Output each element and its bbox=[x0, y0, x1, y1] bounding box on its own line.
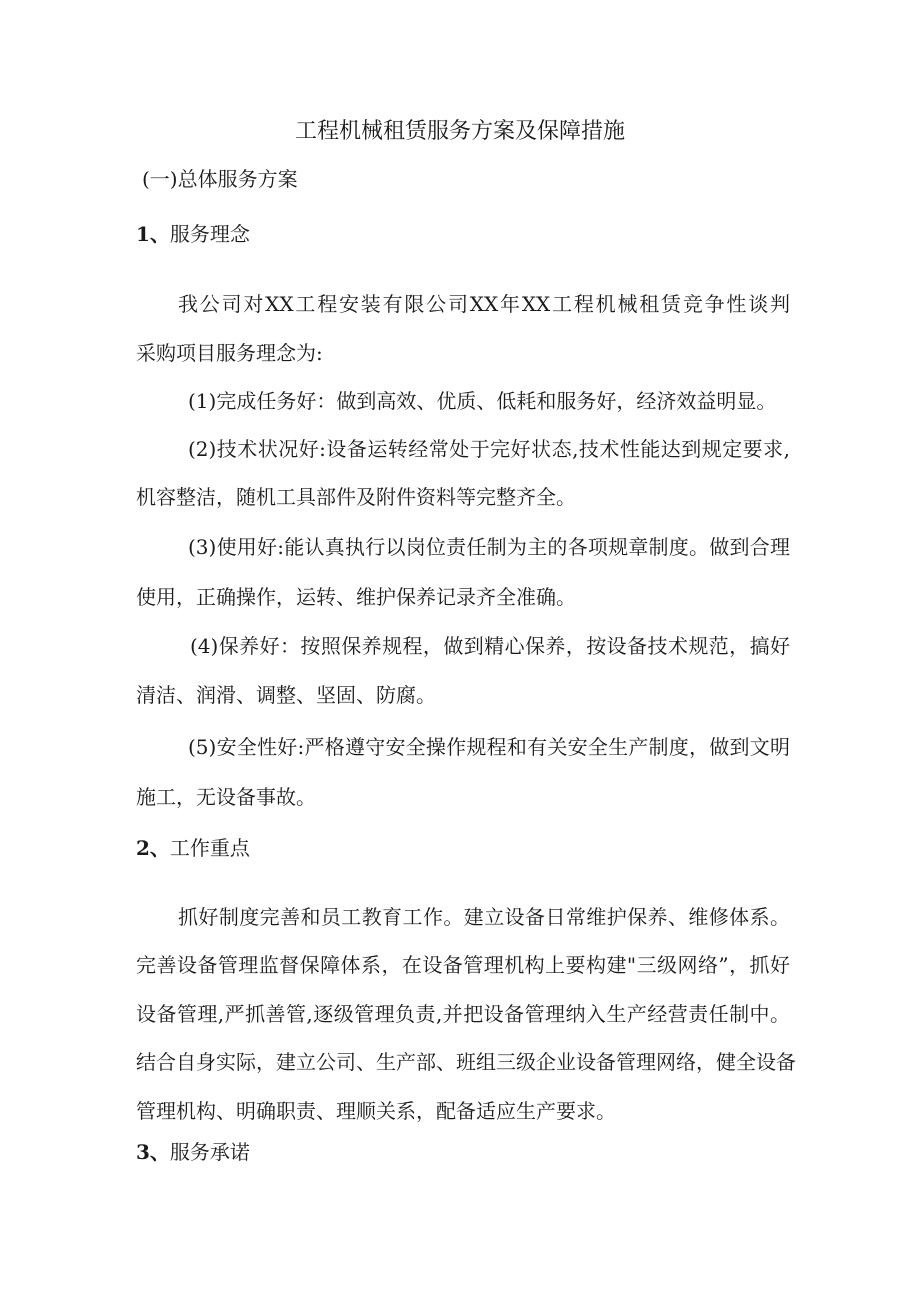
subheading-2 bbox=[136, 833, 790, 863]
subheading-2-number: 2 bbox=[136, 836, 150, 860]
subheading-1 bbox=[136, 219, 790, 249]
paragraph-1-line-1: 我公司对XX工程安装有限公司XX年XX工程机械租赁竞争性谈判 bbox=[178, 292, 790, 316]
item-2-line-1: (2)技术状况好:设备运转经常处于完好状态,技术性能达到规定要求, bbox=[188, 437, 790, 461]
paragraph-1-line-2: 采购项目服务理念为: bbox=[136, 341, 323, 365]
subheading-3 bbox=[136, 1137, 790, 1167]
paragraph-2-line-3: 设备管理,严抓善管,逐级管理负责,并把设备管理纳入生产经营责任制中。 bbox=[136, 1002, 790, 1026]
paragraph-2-line-4: 结合自身实际，建立公司、生产部、班组三级企业设备管理网络，健全设备 bbox=[136, 1050, 796, 1074]
item-4-line-2: 清洁、润滑、调整、坚固、防腐。 bbox=[136, 683, 436, 707]
subheading-3-number: 3 bbox=[136, 1140, 150, 1164]
item-3-line-2: 使用，正确操作，运转、维护保养记录齐全准确。 bbox=[136, 585, 576, 609]
section-heading: (一)总体服务方案 bbox=[142, 167, 298, 191]
subheading-3-label: 服务承诺 bbox=[169, 1140, 250, 1164]
item-5-line-1: (5)安全性好:严格遵守安全操作规程和有关安全生产制度，做到文明 bbox=[188, 735, 790, 759]
subheading-1-separator: 、 bbox=[149, 222, 170, 246]
paragraph-2-line-2: 完善设备管理监督保障体系，在设备管理机构上要构建"三级网络”，抓好 bbox=[136, 953, 790, 977]
subheading-1-label: 服务理念 bbox=[169, 222, 250, 246]
item-3-line-1: (3)使用好:能认真执行以岗位责任制为主的各项规章制度。做到合理 bbox=[188, 535, 790, 559]
item-1: (1)完成任务好：做到高效、优质、低耗和服务好，经济效益明显。 bbox=[188, 389, 777, 413]
paragraph-2-line-1: 抓好制度完善和员工教育工作。建立设备日常维护保养、维修体系。 bbox=[178, 905, 790, 929]
document-title: 工程机械租赁服务方案及保障措施 bbox=[294, 119, 625, 144]
paragraph-2-line-5: 管理机构、明确职责、理顺关系，配备适应生产要求。 bbox=[136, 1099, 616, 1123]
item-2-line-2: 机容整洁，随机工具部件及附件资料等完整齐全。 bbox=[136, 485, 576, 509]
item-4-line-1: (4)保养好：按照保养规程，做到精心保养，按设备技术规范，搞好 bbox=[190, 634, 790, 658]
subheading-2-separator: 、 bbox=[149, 836, 170, 860]
subheading-3-separator: 、 bbox=[149, 1140, 170, 1164]
item-5-line-2: 施工，无设备事故。 bbox=[136, 785, 316, 809]
subheading-2-label: 工作重点 bbox=[169, 836, 250, 860]
subheading-1-number: 1 bbox=[136, 222, 150, 246]
